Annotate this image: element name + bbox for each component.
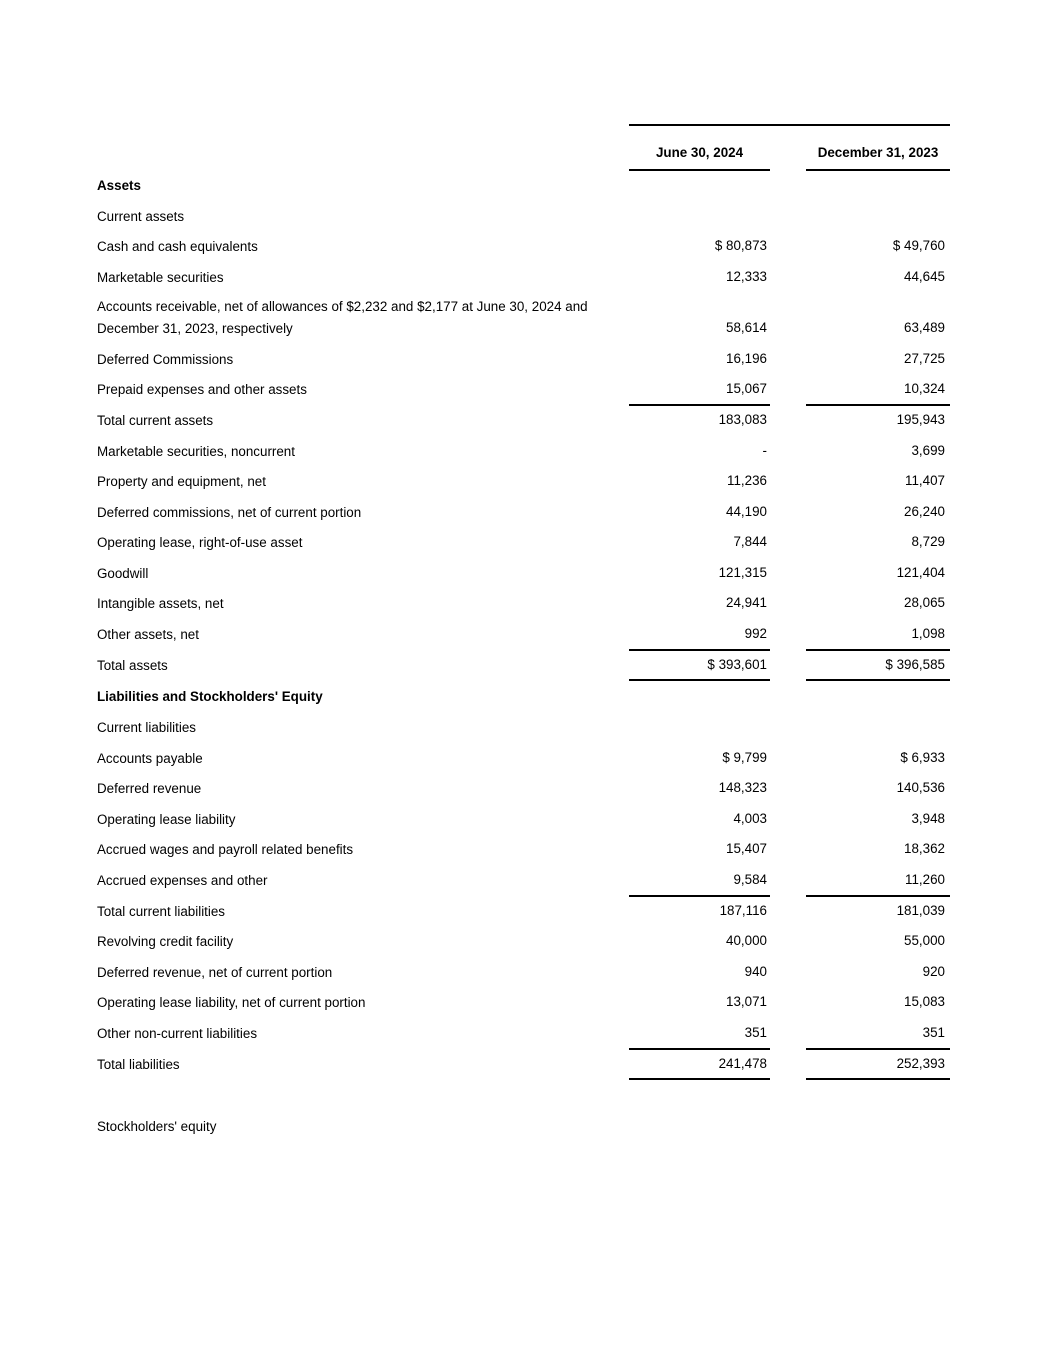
row-label: Prepaid expenses and other assets: [97, 382, 307, 397]
row-label: Operating lease liability, net of current portion: [97, 995, 366, 1010]
row-label: Current assets: [97, 209, 185, 224]
value-december-2023: 28,065: [904, 595, 945, 610]
row-label: Property and equipment, net: [97, 474, 266, 489]
value-december-2023: 121,404: [896, 565, 945, 580]
table-row: [97, 410, 957, 430]
value-june-2024: 44,190: [726, 504, 767, 519]
table-top-rule: [629, 124, 950, 126]
value-june-2024: 940: [744, 964, 767, 979]
value-june-2024: 24,941: [726, 595, 767, 610]
row-label: Cash and cash equivalents: [97, 239, 258, 254]
value-december-2023: 195,943: [896, 412, 945, 427]
row-label: Marketable securities: [97, 270, 224, 285]
subtotal-rule-col1: [629, 404, 770, 406]
value-december-2023: $ 49,760: [892, 238, 945, 253]
value-december-2023: 11,260: [905, 872, 945, 887]
row-label: Accounts payable: [97, 751, 203, 766]
table-row: [97, 349, 957, 369]
value-december-2023: 920: [922, 964, 945, 979]
subtotal-rule-col2: [806, 895, 950, 897]
table-row: [97, 748, 957, 768]
value-december-2023: 10,324: [904, 381, 945, 396]
value-june-2024: 183,083: [718, 412, 767, 427]
value-december-2023: $ 396,585: [885, 657, 945, 672]
table-row: [97, 1023, 957, 1043]
total-rule-col2: [806, 1078, 950, 1080]
row-label: Goodwill: [97, 566, 149, 581]
total-rule-col2: [806, 679, 950, 681]
row-label: Total current assets: [97, 413, 214, 428]
value-june-2024: $ 393,601: [707, 657, 767, 672]
row-label-continued: December 31, 2023, respectively: [97, 321, 293, 336]
table-row: [97, 593, 957, 613]
row-label: Deferred revenue, net of current portion: [97, 965, 333, 980]
table-row: [97, 267, 957, 287]
row-label: Stockholders' equity: [97, 1119, 217, 1134]
table-row: [97, 809, 957, 829]
value-december-2023: 26,240: [904, 504, 945, 519]
value-june-2024: 187,116: [719, 903, 767, 918]
value-june-2024: 148,323: [718, 780, 767, 795]
row-label: Deferred revenue: [97, 781, 202, 796]
value-december-2023: 63,489: [904, 320, 945, 335]
table-row: [97, 717, 957, 737]
row-label: Other assets, net: [97, 627, 199, 642]
table-row: [97, 379, 957, 399]
table-row: [97, 870, 957, 890]
value-june-2024: $ 9,799: [722, 750, 767, 765]
row-label: Operating lease, right-of-use asset: [97, 535, 303, 550]
value-june-2024: 12,333: [726, 269, 767, 284]
table-row: [97, 624, 957, 644]
row-label: Deferred commissions, net of current portion: [97, 505, 362, 520]
value-december-2023: 140,536: [896, 780, 945, 795]
row-label: Total assets: [97, 658, 168, 673]
value-december-2023: 18,362: [904, 841, 945, 856]
subtotal-rule-col2: [806, 404, 950, 406]
value-december-2023: 44,645: [904, 269, 945, 284]
total-rule-col1: [629, 679, 770, 681]
row-label: Marketable securities, noncurrent: [97, 444, 295, 459]
table-row: [97, 901, 957, 921]
value-june-2024: $ 80,873: [714, 238, 767, 253]
value-december-2023: 181,039: [896, 903, 945, 918]
value-june-2024: 7,844: [733, 534, 767, 549]
table-row: [97, 1054, 957, 1074]
subtotal-rule-col1: [629, 649, 770, 651]
table-row: [97, 655, 957, 675]
table-row: [97, 839, 957, 859]
row-label: Total liabilities: [97, 1057, 180, 1072]
row-label: Intangible assets, net: [97, 596, 224, 611]
subtotal-rule-col1: [629, 1048, 770, 1050]
table-row: [97, 1116, 957, 1136]
value-june-2024: 9,584: [733, 872, 767, 887]
row-label: Deferred Commissions: [97, 352, 234, 367]
value-december-2023: 27,725: [904, 351, 945, 366]
value-december-2023: $ 6,933: [900, 750, 945, 765]
value-june-2024: 121,315: [718, 565, 767, 580]
value-june-2024: 58,614: [726, 320, 767, 335]
table-row: [97, 299, 957, 338]
table-row: [97, 563, 957, 583]
row-label: Revolving credit facility: [97, 934, 234, 949]
header-underline-col1: [629, 169, 770, 171]
value-june-2024: 992: [744, 626, 767, 641]
subtotal-rule-col2: [806, 1048, 950, 1050]
table-row: [97, 471, 957, 491]
value-june-2024: 15,407: [726, 841, 767, 856]
value-june-2024: 241,478: [718, 1056, 767, 1071]
table-row: [97, 532, 957, 552]
column-header-june-2024: June 30, 2024: [655, 145, 744, 160]
row-label: Operating lease liability: [97, 812, 236, 827]
value-june-2024: 11,236: [727, 473, 767, 488]
row-label: Accrued wages and payroll related benefits: [97, 842, 354, 857]
column-header-december-2023: December 31, 2023: [817, 145, 939, 160]
value-june-2024: -: [762, 443, 767, 458]
table-row: [97, 206, 957, 226]
subtotal-rule-col1: [629, 895, 770, 897]
value-june-2024: 4,003: [733, 811, 767, 826]
table-row: [97, 502, 957, 522]
row-label: Accrued expenses and other: [97, 873, 268, 888]
value-december-2023: 252,393: [896, 1056, 945, 1071]
value-december-2023: 8,729: [911, 534, 945, 549]
row-label: Other non-current liabilities: [97, 1026, 258, 1041]
total-rule-col1: [629, 1078, 770, 1080]
row-label: Liabilities and Stockholders' Equity: [97, 689, 323, 704]
row-label: Accounts receivable, net of allowances of $2,232 and $2,177 at June 30, 2024 and: [97, 299, 588, 314]
table-row: [97, 686, 957, 706]
value-december-2023: 3,699: [911, 443, 945, 458]
value-june-2024: 40,000: [726, 933, 767, 948]
value-december-2023: 1,098: [911, 626, 945, 641]
value-june-2024: 351: [744, 1025, 767, 1040]
table-row: [97, 175, 957, 195]
value-december-2023: 3,948: [911, 811, 945, 826]
table-row: [97, 992, 957, 1012]
value-december-2023: 351: [922, 1025, 945, 1040]
row-label: Total current liabilities: [97, 904, 226, 919]
subtotal-rule-col2: [806, 649, 950, 651]
table-row: [97, 441, 957, 461]
table-row: [97, 962, 957, 982]
value-june-2024: 15,067: [726, 381, 767, 396]
value-june-2024: 13,071: [726, 994, 767, 1009]
table-row: [97, 236, 957, 256]
header-underline-col2: [806, 169, 950, 171]
table-row: [97, 931, 957, 951]
value-december-2023: 55,000: [904, 933, 945, 948]
table-row: [97, 778, 957, 798]
value-december-2023: 15,083: [904, 994, 945, 1009]
row-label: Assets: [97, 178, 141, 193]
value-june-2024: 16,196: [726, 351, 767, 366]
value-december-2023: 11,407: [905, 473, 945, 488]
row-label: Current liabilities: [97, 720, 196, 735]
